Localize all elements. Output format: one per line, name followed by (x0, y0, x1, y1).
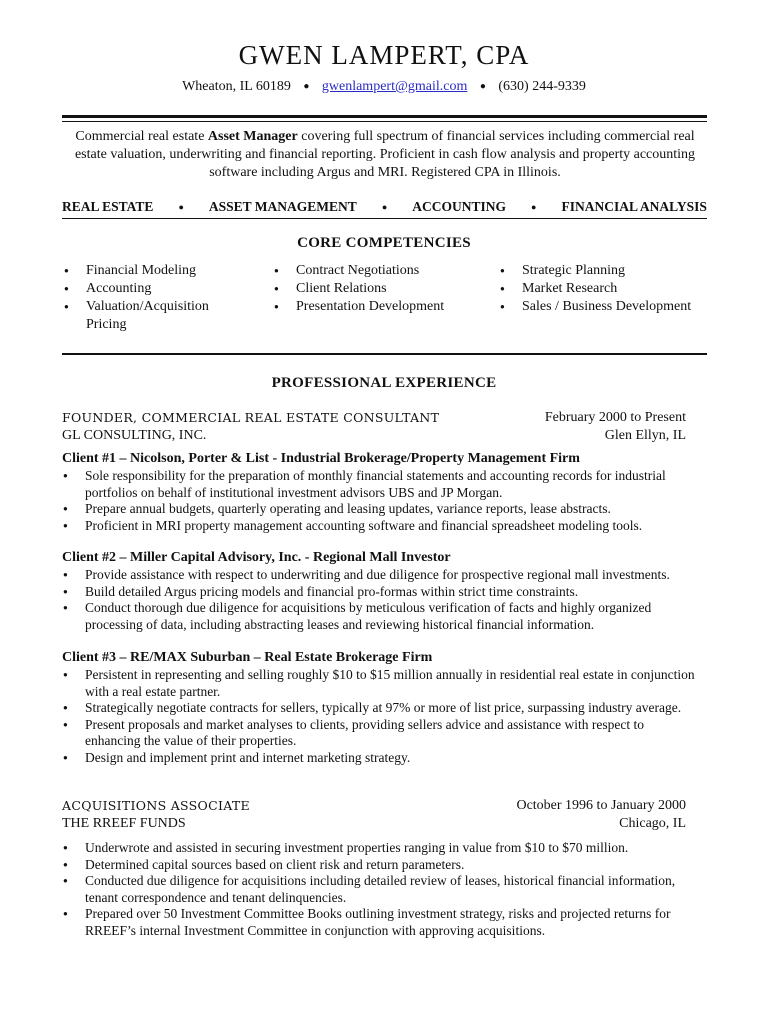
competency-column-3 (499, 262, 719, 316)
client-heading: Client #2 – Miller Capital Advisory, Inc. - Regional Mall Investor (62, 550, 451, 565)
job-title: ACQUISITIONS ASSOCIATE (62, 798, 250, 813)
competency-column-1 (63, 262, 243, 334)
keyword-item: ASSET MANAGEMENT (208, 199, 357, 214)
bullet-item: ● Present proposals and market analyses to clients, providing sellers advice and assistance with respect to enhancing the value of their properties. (62, 717, 702, 750)
company-name: GL CONSULTING, INC. (62, 428, 207, 443)
company-row (62, 815, 686, 833)
bullet-item: ● Underwrote and assisted in securing investment properties ranging in value from $10 to $70 million. (62, 840, 702, 857)
competency-item: ● Market Research (499, 280, 719, 298)
job-location: Glen Ellyn, IL (604, 428, 686, 443)
company-row (62, 427, 686, 445)
client-bullet-list (62, 567, 702, 633)
separator-bullet: ● (178, 202, 184, 212)
keyword-bar (62, 197, 707, 219)
bullet-item: ● Prepared over 50 Investment Committee Books outlining investment strategy, risks and projected returns for RREEF’s internal Investment Committee in conjunction with approving acquisitions. (62, 906, 702, 939)
location-text: Wheaton, IL 60189 (182, 79, 291, 94)
separator-bullet: ● (381, 202, 388, 212)
experience-heading: PROFESSIONAL EXPERIENCE (271, 375, 497, 391)
client-heading: Client #1 – Nicolson, Porter & List - Industrial Brokerage/Property Management Firm (62, 451, 580, 466)
competency-item: ● Presentation Development (273, 298, 483, 316)
competency-item: ● Sales / Business Development (499, 298, 719, 316)
job-bullet-list (62, 840, 702, 940)
header-divider-thick (62, 115, 707, 118)
job-title: FOUNDER, COMMERCIAL REAL ESTATE CONSULTANT (62, 410, 440, 425)
summary-text-end: covering full spectrum of financial services including commercial real estate valuation, underwriting and financial reporting. Proficient in cash flow analysis and property accounting software including Argus and MRI. Registered CPA in Illinois. (74, 129, 696, 180)
client-bullet-list (62, 468, 702, 534)
candidate-name: GWEN LAMPERT, CPA (238, 40, 530, 70)
summary-text-start: Commercial real estate (75, 129, 208, 144)
bullet-item: ● Proficient in MRI property management accounting software and financial spreadsheet modeling tools. (62, 518, 702, 535)
company-name: THE RREEF FUNDS (62, 816, 186, 831)
keyword-item: FINANCIAL ANALYSIS (561, 199, 707, 214)
competency-item: ● Accounting (63, 280, 243, 298)
job-dates: February 2000 to Present (544, 410, 686, 425)
bullet-item: ● Persistent in representing and selling roughly $10 to $15 million annually in residential real estate in conjunction with a real estate partner. (62, 667, 702, 700)
competency-item: ● Valuation/Acquisition Pricing (63, 298, 243, 334)
summary-highlight: Asset Manager (207, 129, 298, 144)
email-link[interactable]: gwenlampert@gmail.com (321, 79, 468, 94)
contact-line (0, 79, 768, 95)
job-title-row (62, 409, 686, 427)
bullet-item: ● Design and implement print and internet marketing strategy. (62, 750, 702, 767)
keyword-item: REAL ESTATE (62, 199, 154, 214)
header-divider-thin (62, 121, 707, 122)
bullet-item: ● Strategically negotiate contracts for sellers, typically at 97% or more of list price, surpassing industry average. (62, 700, 702, 717)
separator-bullet: ● (303, 81, 310, 92)
bullet-item: ● Prepare annual budgets, quarterly operating and leasing updates, variance reports, lease abstracts. (62, 501, 702, 518)
job-dates: October 1996 to January 2000 (516, 798, 686, 813)
competencies-heading: CORE COMPETENCIES (297, 235, 471, 251)
phone-text: (630) 244-9339 (498, 79, 586, 94)
competency-item: ● Contract Negotiations (273, 262, 483, 280)
job-title-row (62, 797, 686, 815)
section-divider (62, 353, 707, 355)
summary-paragraph (60, 128, 710, 182)
competency-column-2 (273, 262, 483, 316)
bullet-item: ● Conduct thorough due diligence for acquisitions by meticulous verification of facts and highly organized processing of data, including abstracting leases and reviewing historical financial information. (62, 600, 702, 633)
competency-item: ● Strategic Planning (499, 262, 719, 280)
separator-bullet: ● (479, 81, 486, 92)
competency-item: ● Client Relations (273, 280, 483, 298)
bullet-item: ● Build detailed Argus pricing models and financial pro-formas within strict time constraints. (62, 584, 702, 601)
client-heading: Client #3 – RE/MAX Suburban – Real Estate Brokerage Firm (62, 650, 433, 665)
bullet-item: ● Sole responsibility for the preparation of monthly financial statements and accounting records for industrial portfolios on behalf of institutional investment advisors UBS and JP Morgan. (62, 468, 702, 501)
separator-bullet: ● (531, 202, 537, 212)
bullet-item: ● Provide assistance with respect to underwriting and due diligence for prospective regional mall investments. (62, 567, 702, 584)
competency-item: ● Financial Modeling (63, 262, 243, 280)
client-bullet-list (62, 667, 702, 767)
bullet-item: ● Determined capital sources based on client risk and return parameters. (62, 857, 702, 874)
job-location: Chicago, IL (619, 816, 686, 831)
keyword-item: ACCOUNTING (412, 199, 507, 214)
bullet-item: ● Conducted due diligence for acquisitions including detailed review of leases, historical financial information, tenant correspondence and tenant delinquencies. (62, 873, 702, 906)
